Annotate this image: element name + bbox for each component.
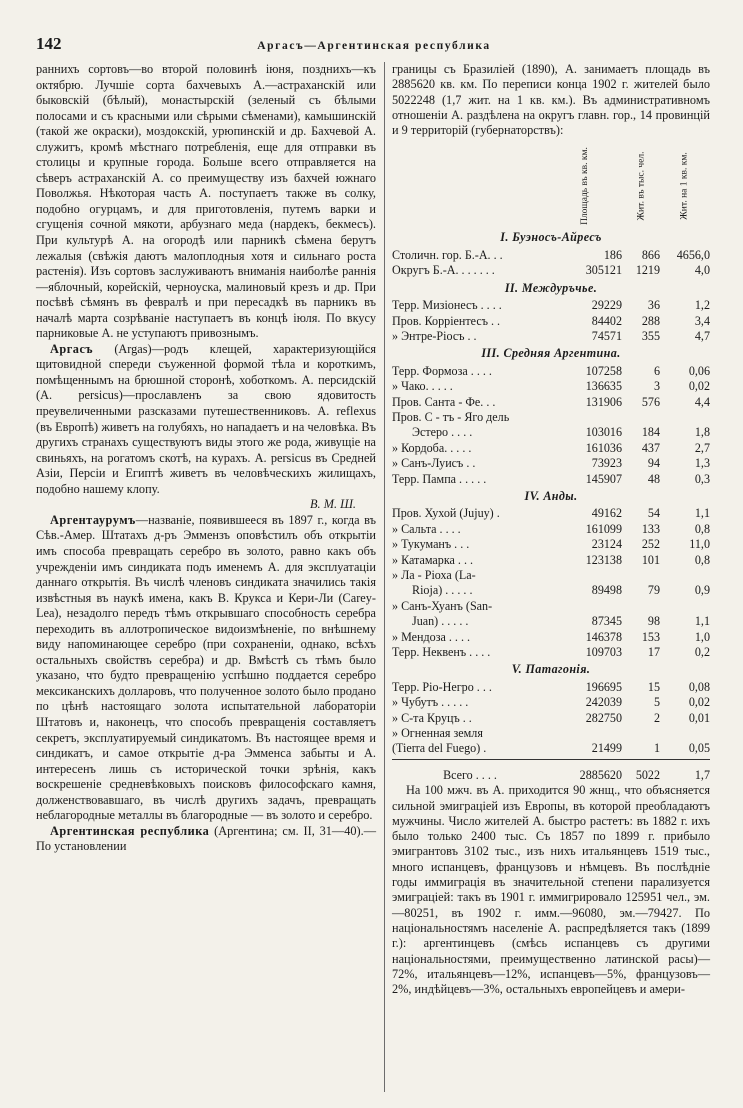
table-row bbox=[392, 248, 710, 263]
row-density: 0,05 bbox=[688, 741, 710, 756]
table-row bbox=[392, 645, 710, 660]
row-name: Rioja) . . . . . bbox=[412, 583, 473, 598]
header-area: Площадь въ кв. км. bbox=[580, 147, 591, 226]
row-population: 79 bbox=[647, 583, 660, 598]
total-population: 5022 bbox=[635, 767, 660, 782]
table-row bbox=[392, 726, 710, 741]
row-density: 0,06 bbox=[688, 363, 710, 378]
row-area: 21499 bbox=[591, 741, 622, 756]
headword-argentaurum: Аргентаурумъ bbox=[50, 512, 136, 527]
section-title: II. Междуръчье. bbox=[504, 280, 598, 295]
row-density: 0,2 bbox=[694, 645, 710, 660]
row-area: 196695 bbox=[585, 679, 622, 694]
row-name: (Tierra del Fuego) . bbox=[392, 741, 487, 756]
row-area: 136635 bbox=[585, 379, 622, 394]
row-area: 161099 bbox=[585, 521, 622, 536]
row-area: 123138 bbox=[585, 552, 622, 567]
row-density: 4,0 bbox=[694, 263, 710, 278]
table-row bbox=[392, 379, 710, 394]
table-header bbox=[392, 144, 710, 228]
section-title: IV. Анды. bbox=[524, 488, 578, 503]
row-density: 0,3 bbox=[694, 471, 710, 486]
section-title: I. Буэносъ-Айресъ bbox=[500, 230, 602, 245]
row-name: Округъ Б.-А. . . . . . . bbox=[392, 263, 495, 278]
row-population: 15 bbox=[647, 679, 660, 694]
row-density: 0,8 bbox=[694, 552, 710, 567]
row-name: » Ла - Ріоха (La- bbox=[392, 568, 476, 583]
table-row bbox=[392, 329, 710, 344]
row-name: Juan) . . . . . bbox=[412, 614, 469, 629]
table-row bbox=[392, 364, 710, 379]
population-paragraph: На 100 мжч. въ А. приходится 90 жнщ., что объясняется сильной эмиграціей изъ Европы, въ которой преобладаютъ мужчины. Число жителей А. быстро растетъ: въ 1882 г. ихъ было только 2400 тыс. Съ 1857 по 1899 г. прибыло эмигрантовъ 3102 тыс., изъ нихъ итальянцевъ 1519 тыс., много испанцевъ, французовъ и нѣмцевъ. Въ послѣдніе годы иммиграція въ значительной степени парализуется эмиграціей: такъ въ 1901 г. иммигрировало 125951 чел., эм.—80251, въ 1902 г. имм.—96080, эм.—79427. По національностямъ населеніе А. распредѣляется такъ (1899 г.): аргентинцевъ (смѣсь испанцевъ съ другими національностями, преимущественно латинской расы)—72%, итальянцевъ—12%, испанцевъ—5%, французовъ—2%, индѣйцевъ—3%, остальныхъ европейцевъ и амери- bbox=[392, 783, 710, 997]
row-density: 0,9 bbox=[694, 583, 710, 598]
row-density: 1,3 bbox=[694, 456, 710, 471]
row-density: 0,8 bbox=[694, 521, 710, 536]
total-density: 1,7 bbox=[694, 767, 710, 782]
row-name: » Огненная земля bbox=[392, 726, 483, 741]
row-population: 5 bbox=[653, 695, 660, 710]
table-row bbox=[392, 630, 710, 645]
table-row bbox=[392, 695, 710, 710]
row-population: 252 bbox=[641, 537, 660, 552]
row-population: 101 bbox=[641, 552, 660, 567]
table-row bbox=[392, 680, 710, 695]
row-name: » Чубутъ . . . . . bbox=[392, 695, 469, 710]
article-argentine-republic bbox=[36, 824, 376, 855]
row-name: » Кордоба. . . . . bbox=[392, 440, 472, 455]
row-density: 4,7 bbox=[694, 328, 710, 343]
row-density: 1,1 bbox=[694, 506, 710, 521]
row-population: 36 bbox=[647, 298, 660, 313]
row-area: 84402 bbox=[591, 313, 622, 328]
table-rule bbox=[392, 759, 710, 760]
article-argas bbox=[36, 342, 376, 497]
section-title: V. Патагонія. bbox=[511, 662, 591, 677]
argentaurum-body: —названіе, появившееся въ 1897 г., когда въ Сѣв.-Амер. Штатахъ д-ръ Эммензъ оповѣстилъ объ открытіи имъ способа превращать серебро въ золото, равно какъ объ учрежденіи имъ синдиката подъ именемъ А. для эксплуатаціи даннаго открытія. Въ числѣ членовъ синдиката значились такія извѣстныя въ наукѣ имена, какъ В. Крукса и Кери-Ли (Carey-Lea), незадолго передъ тѣмъ открывшаго способность серебра переходить въ аллотропическое видоизмѣненіе, по внѣшнему виду напоминающее серебро (при сохраненіи, однако, всѣхъ остальныхъ свойствъ серебра) и др. Вмѣстѣ съ тѣмъ было указано, что будто превращенію успѣшно поддается серебро мексиканскихъ долларовъ, что полученное золото было продано по цѣнѣ настоящаго золота испытательной лабораторіи Штатовъ и, наконецъ, что способъ превращенія составляетъ секретъ, эксплуатируемый синдикатомъ. Въ настоящее время и синдикатъ, и самое открытіе д-ра Эмменса забыты и А. интересенъ лишь съ исторической точки зрѣнія, какъ воскрешеніе средневѣковыхъ поисковъ философскаго камня, долженствовавшаго, въ числѣ другихъ задачъ, превращать неблагородные металлы въ благородные — въ золото и серебро. bbox=[36, 512, 376, 823]
article-argentaurum bbox=[36, 513, 376, 824]
row-area: 23124 bbox=[591, 537, 622, 552]
row-area: 73923 bbox=[591, 456, 622, 471]
row-area: 87345 bbox=[591, 614, 622, 629]
row-name: Пров. С - тъ - Яго дель bbox=[392, 409, 510, 424]
header-population: Жит. въ тыс. чел. bbox=[636, 152, 646, 221]
row-density: 4,4 bbox=[694, 394, 710, 409]
article-watermelon-continued: раннихъ сортовъ—во второй половинѣ іюня, позднихъ—къ октябрю. Лучшіе сорта бахчевыхъ А.—астраханскій или быковскій (бѣлый), монастырскій (зеленый съ бѣлыми полосами и съ красными или сѣрыми сѣменами), камышинскій (такой же окраски), моздокскій, урюпинскій и др. Бахчевой А. служитъ, кромѣ мѣстнаго потребленія, еще для отправки въ столицы и крупные города. Больше всего отправляется на сѣверъ астраханскій А. со преимуществу изъ бахчей южнаго Поволжья. Нѣкоторая часть А. поступаетъ также въ солку, подобно огурцамъ, и для приготовленія, путемъ варки и сгущенія сочной мякоти, арбузнаго меда (нардекъ, бекмесъ). При культурѣ А. на огородѣ или парникѣ сѣмена берутъ лежалыя (свѣжія даютъ малоплодныя хотя и сильнаго роста растенія). Изъ сортовъ заслуживаютъ вниманія наиболѣе раннія—яблочный, корейскій, черноуска, малиновый крезъ и др. При посѣвѣ сѣмянъ въ февралѣ и при пересадкѣ въ парникъ въ началѣ марта созрѣваніе наступаетъ въ концѣ іюля. По вкусу парниковые А. не уступаютъ привознымъ. bbox=[36, 62, 376, 341]
row-density: 0,02 bbox=[688, 695, 710, 710]
row-area: 74571 bbox=[591, 328, 622, 343]
row-density: 2,7 bbox=[694, 440, 710, 455]
total-label: Всего . . . . bbox=[443, 767, 497, 782]
row-area: 146378 bbox=[585, 629, 622, 644]
row-population: 1 bbox=[653, 741, 660, 756]
row-name: Терр. Ріо-Негро . . . bbox=[392, 679, 492, 694]
row-population: 98 bbox=[647, 614, 660, 629]
row-density: 1,8 bbox=[694, 425, 710, 440]
row-density: 3,4 bbox=[694, 313, 710, 328]
row-name: Терр. Пампа . . . . . bbox=[392, 471, 487, 486]
row-population: 1219 bbox=[635, 263, 660, 278]
table-row bbox=[392, 298, 710, 313]
table-body bbox=[392, 230, 710, 756]
running-title: Аргасъ—Аргентинская республика bbox=[257, 40, 491, 52]
row-name: Эстеро . . . . bbox=[412, 425, 473, 440]
left-column bbox=[36, 62, 376, 855]
row-density: 4656,0 bbox=[676, 247, 710, 262]
headword-argas: Аргасъ bbox=[50, 341, 94, 356]
row-population: 2 bbox=[653, 710, 660, 725]
row-name: » Санъ-Хуанъ (San- bbox=[392, 598, 493, 613]
row-name: » Энтре-Ріосъ . . bbox=[392, 328, 477, 343]
row-density: 0,01 bbox=[688, 710, 710, 725]
row-population: 153 bbox=[641, 629, 660, 644]
republic-intro: границы съ Бразиліей (1890), А. занимаетъ площадь въ 2885620 кв. км. По переписи конца 1902 г. жителей было 5022248 (1,7 жит. на 1 кв. км.). Въ административномъ отношеніи А. раздѣлена на округъ главн. гор., 14 провинцій и 9 территорій (губернаторствъ): bbox=[392, 62, 710, 138]
row-population: 184 bbox=[641, 425, 660, 440]
row-area: 89498 bbox=[591, 583, 622, 598]
row-population: 54 bbox=[647, 506, 660, 521]
row-area: 103016 bbox=[585, 425, 622, 440]
row-name: Терр. Мизіонесъ . . . . bbox=[392, 298, 502, 313]
row-name: » Мендоза . . . . bbox=[392, 629, 471, 644]
table-row bbox=[392, 711, 710, 726]
table-row bbox=[392, 537, 710, 552]
row-density: 0,02 bbox=[688, 379, 710, 394]
total-area: 2885620 bbox=[579, 767, 622, 782]
row-area: 145907 bbox=[585, 471, 622, 486]
row-area: 107258 bbox=[585, 363, 622, 378]
table-row bbox=[392, 741, 710, 756]
table-row bbox=[392, 522, 710, 537]
row-area: 242039 bbox=[585, 695, 622, 710]
row-population: 133 bbox=[641, 521, 660, 536]
row-density: 1,0 bbox=[694, 629, 710, 644]
row-density: 11,0 bbox=[689, 537, 710, 552]
row-area: 305121 bbox=[585, 263, 622, 278]
row-population: 576 bbox=[641, 394, 660, 409]
row-population: 866 bbox=[641, 247, 660, 262]
table-row bbox=[392, 314, 710, 329]
row-name: » С-та Круцъ . . bbox=[392, 710, 472, 725]
row-name: Терр. Неквенъ . . . . bbox=[392, 645, 491, 660]
row-name: Столичн. гор. Б.-А. . . bbox=[392, 247, 503, 262]
row-area: 161036 bbox=[585, 440, 622, 455]
row-name: Пров. Хухой (Jujuy) . bbox=[392, 506, 500, 521]
row-area: 186 bbox=[603, 247, 622, 262]
row-name: Терр. Формоза . . . . bbox=[392, 363, 492, 378]
table-row bbox=[392, 425, 710, 440]
table-row bbox=[392, 583, 710, 598]
row-name: Пров. Корріентесъ . . bbox=[392, 313, 501, 328]
row-name: Пров. Санта - Фе. . . bbox=[392, 394, 496, 409]
row-name: » Катамарка . . . bbox=[392, 552, 474, 567]
table-row bbox=[392, 441, 710, 456]
table-row bbox=[392, 395, 710, 410]
table-row bbox=[392, 568, 710, 583]
section-title: III. Средняя Аргентина. bbox=[481, 346, 621, 361]
table-row bbox=[392, 614, 710, 629]
table-row bbox=[392, 506, 710, 521]
row-area: 109703 bbox=[585, 645, 622, 660]
row-name: » Чако. . . . . bbox=[392, 379, 453, 394]
author-signature: В. М. Ш. bbox=[310, 497, 356, 512]
row-population: 437 bbox=[641, 440, 660, 455]
argas-body: (Argas)—родъ клещей, характеризующійся щитовидной спереди съуженной формой тѣла и короткимъ, помѣщеннымъ на брюшной сторонѣ, хоботкомъ. А. персидскій (A. persicus)—прославленъ за свою ядовитость преувеличенными разсказами путешественниковъ. А. reflexus (въ Европѣ) живетъ на голубяхъ, но нападаетъ и на человѣка. Въ другихъ странахъ существуютъ виды этого же рода, живущіе на свиньяхъ, на рогатомъ скотѣ, на курахъ. А. persicus въ Средней Азіи, Персіи и Египтѣ живетъ въ человѣческихъ жилищахъ, подобно нашему клопу. bbox=[36, 341, 376, 496]
page-number: 142 bbox=[36, 34, 62, 53]
row-population: 288 bbox=[641, 313, 660, 328]
row-area: 29229 bbox=[591, 298, 622, 313]
table-total-row bbox=[392, 768, 710, 783]
row-population: 48 bbox=[647, 471, 660, 486]
row-name: » Сальта . . . . bbox=[392, 521, 461, 536]
table-row bbox=[392, 456, 710, 471]
right-column bbox=[392, 62, 710, 997]
row-population: 6 bbox=[653, 363, 660, 378]
column-divider bbox=[384, 62, 385, 1092]
table-row bbox=[392, 553, 710, 568]
header-density: Жит. на 1 кв. км. bbox=[680, 152, 690, 221]
row-area: 282750 bbox=[585, 710, 622, 725]
row-density: 1,1 bbox=[694, 614, 710, 629]
provinces-table bbox=[392, 144, 710, 783]
row-population: 355 bbox=[641, 328, 660, 343]
table-row bbox=[392, 599, 710, 614]
headword-argentine-republic: Аргентинская республика bbox=[50, 823, 210, 838]
table-row bbox=[392, 263, 710, 278]
argentine-republic-body: (Аргентина; см. II, 31—40).—По установлении bbox=[36, 823, 376, 854]
row-population: 94 bbox=[647, 456, 660, 471]
row-density: 1,2 bbox=[694, 298, 710, 313]
table-row bbox=[392, 472, 710, 487]
row-population: 3 bbox=[653, 379, 660, 394]
row-population: 17 bbox=[647, 645, 660, 660]
table-row bbox=[392, 410, 710, 425]
row-area: 131906 bbox=[585, 394, 622, 409]
row-name: » Тукуманъ . . . bbox=[392, 537, 470, 552]
page-header bbox=[36, 34, 712, 54]
row-name: » Санъ-Луисъ . . bbox=[392, 456, 476, 471]
row-area: 49162 bbox=[591, 506, 622, 521]
row-density: 0,08 bbox=[688, 679, 710, 694]
